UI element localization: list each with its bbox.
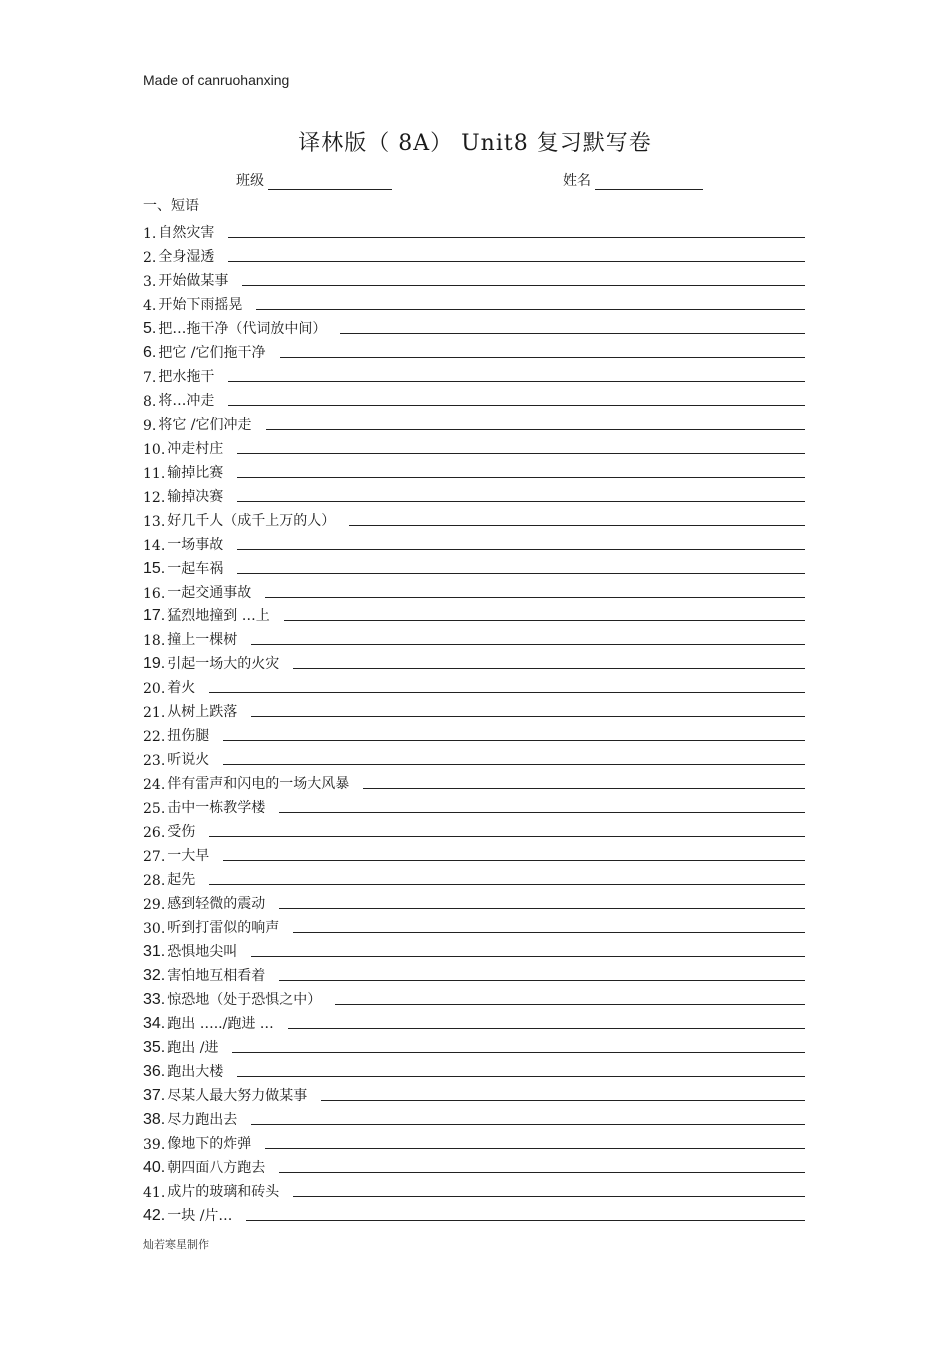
footer-note: 灿若寒星制作	[143, 1238, 209, 1251]
list-item	[143, 410, 805, 434]
item-number: 39.	[143, 1136, 166, 1153]
answer-blank[interactable]	[293, 932, 805, 933]
item-label: 把水拖干	[158, 368, 215, 385]
answer-blank[interactable]	[223, 860, 805, 861]
answer-blank[interactable]	[223, 740, 805, 741]
page-title: 译林版（ 8A） Unit8 复习默写卷	[298, 131, 652, 156]
item-label: 跑出大楼	[167, 1063, 224, 1080]
answer-blank[interactable]	[209, 836, 805, 837]
item-number: 5.	[143, 319, 157, 337]
list-item	[143, 745, 805, 769]
header-note: Made of canruohanxing	[143, 72, 290, 88]
item-label: 害怕地互相看着	[167, 968, 266, 984]
item-label: 将它 /它们冲走	[158, 416, 252, 433]
answer-blank[interactable]	[232, 1052, 805, 1053]
item-label: 开始做某事	[158, 272, 229, 289]
item-number: 22.	[143, 729, 166, 746]
list-item	[143, 769, 805, 793]
item-label: 伴有雷声和闪电的一场大风暴	[167, 776, 350, 793]
item-label: 从树上跌落	[167, 704, 238, 721]
list-item	[143, 697, 805, 721]
list-item	[143, 673, 805, 697]
item-number: 41.	[143, 1184, 166, 1201]
class-field-label: 班级	[236, 173, 264, 189]
item-number: 15.	[143, 559, 166, 577]
answer-blank[interactable]	[266, 429, 805, 430]
list-item	[143, 1177, 805, 1201]
answer-blank[interactable]	[279, 908, 805, 909]
list-item	[143, 218, 805, 242]
item-label: 输掉比赛	[167, 464, 224, 481]
list-item	[143, 1009, 805, 1033]
item-number: 7.	[143, 369, 157, 386]
answer-blank[interactable]	[246, 1220, 805, 1221]
answer-blank[interactable]	[340, 333, 805, 334]
list-item	[143, 458, 805, 482]
item-label: 起先	[167, 872, 196, 889]
list-item	[143, 1129, 805, 1153]
item-number: 16.	[143, 585, 166, 602]
name-field	[563, 170, 703, 190]
item-number: 23.	[143, 753, 166, 770]
list-item	[143, 865, 805, 889]
answer-blank[interactable]	[256, 309, 805, 310]
list-item	[143, 482, 805, 506]
item-label: 成片的玻璃和砖头	[167, 1183, 280, 1200]
item-number: 38.	[143, 1110, 166, 1128]
list-item	[143, 1033, 805, 1057]
item-label: 猛烈地撞到 …上	[167, 608, 270, 625]
answer-blank[interactable]	[279, 1172, 805, 1173]
item-label: 扭伤腿	[167, 728, 210, 745]
item-number: 18.	[143, 633, 166, 650]
item-number: 31.	[143, 943, 166, 961]
item-number: 3.	[143, 273, 157, 290]
item-number: 14.	[143, 537, 166, 554]
item-number: 30.	[143, 921, 166, 938]
item-number: 1.	[143, 225, 157, 242]
item-label: 一大早	[167, 848, 210, 865]
answer-blank[interactable]	[237, 549, 805, 550]
item-label: 撞上一棵树	[167, 632, 238, 649]
list-item	[143, 506, 805, 530]
list-item	[143, 625, 805, 649]
answer-blank[interactable]	[321, 1100, 805, 1101]
item-label: 把它 /它们拖干净	[158, 344, 266, 361]
list-item	[143, 841, 805, 865]
item-number: 40.	[143, 1158, 166, 1176]
list-item	[143, 649, 805, 673]
item-label: 一场事故	[167, 536, 224, 553]
item-label: 惊恐地（处于恐惧之中）	[167, 991, 322, 1008]
answer-blank[interactable]	[237, 573, 805, 574]
answer-blank[interactable]	[293, 668, 805, 669]
answer-blank[interactable]	[265, 597, 805, 598]
item-label: 跑出 …../跑进 …	[167, 1015, 274, 1032]
class-field-line[interactable]	[268, 173, 392, 190]
section-title: 一、短语	[143, 198, 199, 214]
answer-blank[interactable]	[237, 453, 805, 454]
answer-blank[interactable]	[265, 1148, 805, 1149]
item-label: 输掉决赛	[167, 488, 224, 505]
item-label: 把…拖干净（代词放中间）	[158, 320, 327, 337]
list-item	[143, 913, 805, 937]
item-number: 28.	[143, 873, 166, 890]
item-number: 21.	[143, 705, 166, 722]
answer-blank[interactable]	[237, 501, 805, 502]
answer-blank[interactable]	[228, 405, 805, 406]
list-item	[143, 961, 805, 985]
item-number: 25.	[143, 801, 166, 818]
item-label: 恐惧地尖叫	[167, 944, 238, 961]
item-label: 好几千人（成千上万的人）	[167, 512, 336, 529]
answer-blank[interactable]	[251, 644, 805, 645]
item-label: 击中一栋教学楼	[167, 800, 266, 817]
list-item	[143, 889, 805, 913]
answer-blank[interactable]	[237, 477, 805, 478]
item-number: 32.	[143, 967, 166, 984]
list-item	[143, 314, 805, 338]
answer-blank[interactable]	[293, 1196, 805, 1197]
item-label: 自然灾害	[158, 224, 215, 241]
item-number: 17.	[143, 607, 166, 625]
item-number: 26.	[143, 825, 166, 842]
answer-blank[interactable]	[242, 285, 805, 286]
list-item	[143, 554, 805, 578]
answer-blank[interactable]	[280, 357, 805, 358]
list-item	[143, 266, 805, 290]
class-field	[236, 170, 392, 190]
list-item	[143, 290, 805, 314]
answer-blank[interactable]	[237, 1076, 805, 1077]
item-number: 29.	[143, 897, 166, 914]
list-item	[143, 1081, 805, 1105]
phrase-list	[143, 218, 805, 1225]
item-number: 19.	[143, 655, 166, 673]
answer-blank[interactable]	[363, 788, 805, 789]
list-item	[143, 1153, 805, 1177]
item-label: 听到打雷似的响声	[167, 920, 280, 937]
list-item	[143, 937, 805, 961]
answer-blank[interactable]	[251, 716, 805, 717]
list-item	[143, 1105, 805, 1129]
item-number: 12.	[143, 489, 166, 506]
item-number: 8.	[143, 393, 157, 410]
answer-blank[interactable]	[279, 980, 805, 981]
answer-blank[interactable]	[279, 812, 805, 813]
answer-blank[interactable]	[228, 261, 805, 262]
list-item	[143, 817, 805, 841]
item-number: 27.	[143, 849, 166, 866]
list-item	[143, 434, 805, 458]
list-item	[143, 793, 805, 817]
item-number: 24.	[143, 777, 166, 794]
answer-blank[interactable]	[335, 1004, 805, 1005]
list-item	[143, 530, 805, 554]
item-label: 感到轻微的震动	[167, 896, 266, 913]
item-label: 尽力跑出去	[167, 1111, 238, 1128]
item-label: 像地下的炸弹	[167, 1135, 252, 1152]
item-label: 听说火	[167, 752, 210, 769]
list-item	[143, 338, 805, 362]
list-item	[143, 242, 805, 266]
item-label: 尽某人最大努力做某事	[167, 1087, 308, 1104]
answer-blank[interactable]	[251, 956, 805, 957]
item-label: 一块 /片…	[167, 1207, 233, 1224]
item-label: 着火	[167, 680, 196, 697]
item-label: 一起车祸	[167, 560, 224, 577]
answer-blank[interactable]	[251, 1124, 805, 1125]
item-number: 36.	[143, 1062, 166, 1080]
item-label: 引起一场大的火灾	[167, 656, 280, 673]
item-number: 42.	[143, 1206, 166, 1224]
item-number: 20.	[143, 681, 166, 698]
item-label: 朝四面八方跑去	[167, 1159, 266, 1176]
name-field-line[interactable]	[595, 173, 703, 190]
list-item	[143, 985, 805, 1009]
item-label: 一起交通事故	[167, 584, 252, 601]
item-number: 37.	[143, 1086, 166, 1104]
item-label: 跑出 /进	[167, 1039, 219, 1056]
answer-blank[interactable]	[228, 237, 805, 238]
answer-blank[interactable]	[349, 525, 805, 526]
item-label: 将…冲走	[158, 392, 215, 409]
answer-blank[interactable]	[228, 381, 805, 382]
item-number: 34.	[143, 1014, 166, 1032]
item-number: 35.	[143, 1038, 166, 1056]
list-item	[143, 362, 805, 386]
list-item	[143, 578, 805, 602]
answer-blank[interactable]	[223, 764, 805, 765]
answer-blank[interactable]	[288, 1028, 805, 1029]
item-number: 6.	[143, 343, 157, 361]
item-label: 受伤	[167, 824, 196, 841]
item-label: 全身湿透	[158, 248, 215, 265]
item-number: 4.	[143, 297, 157, 314]
answer-blank[interactable]	[209, 692, 805, 693]
item-number: 33.	[143, 990, 166, 1008]
list-item	[143, 386, 805, 410]
item-label: 冲走村庄	[167, 440, 224, 457]
item-number: 13.	[143, 513, 166, 530]
name-field-label: 姓名	[563, 173, 591, 189]
list-item	[143, 1057, 805, 1081]
answer-blank[interactable]	[284, 620, 805, 621]
answer-blank[interactable]	[209, 884, 805, 885]
item-number: 10.	[143, 441, 166, 458]
item-number: 2.	[143, 249, 157, 266]
item-number: 11.	[143, 465, 166, 482]
item-number: 9.	[143, 417, 157, 434]
list-item	[143, 602, 805, 626]
item-label: 开始下雨摇晃	[158, 296, 243, 313]
list-item	[143, 721, 805, 745]
list-item	[143, 1201, 805, 1225]
